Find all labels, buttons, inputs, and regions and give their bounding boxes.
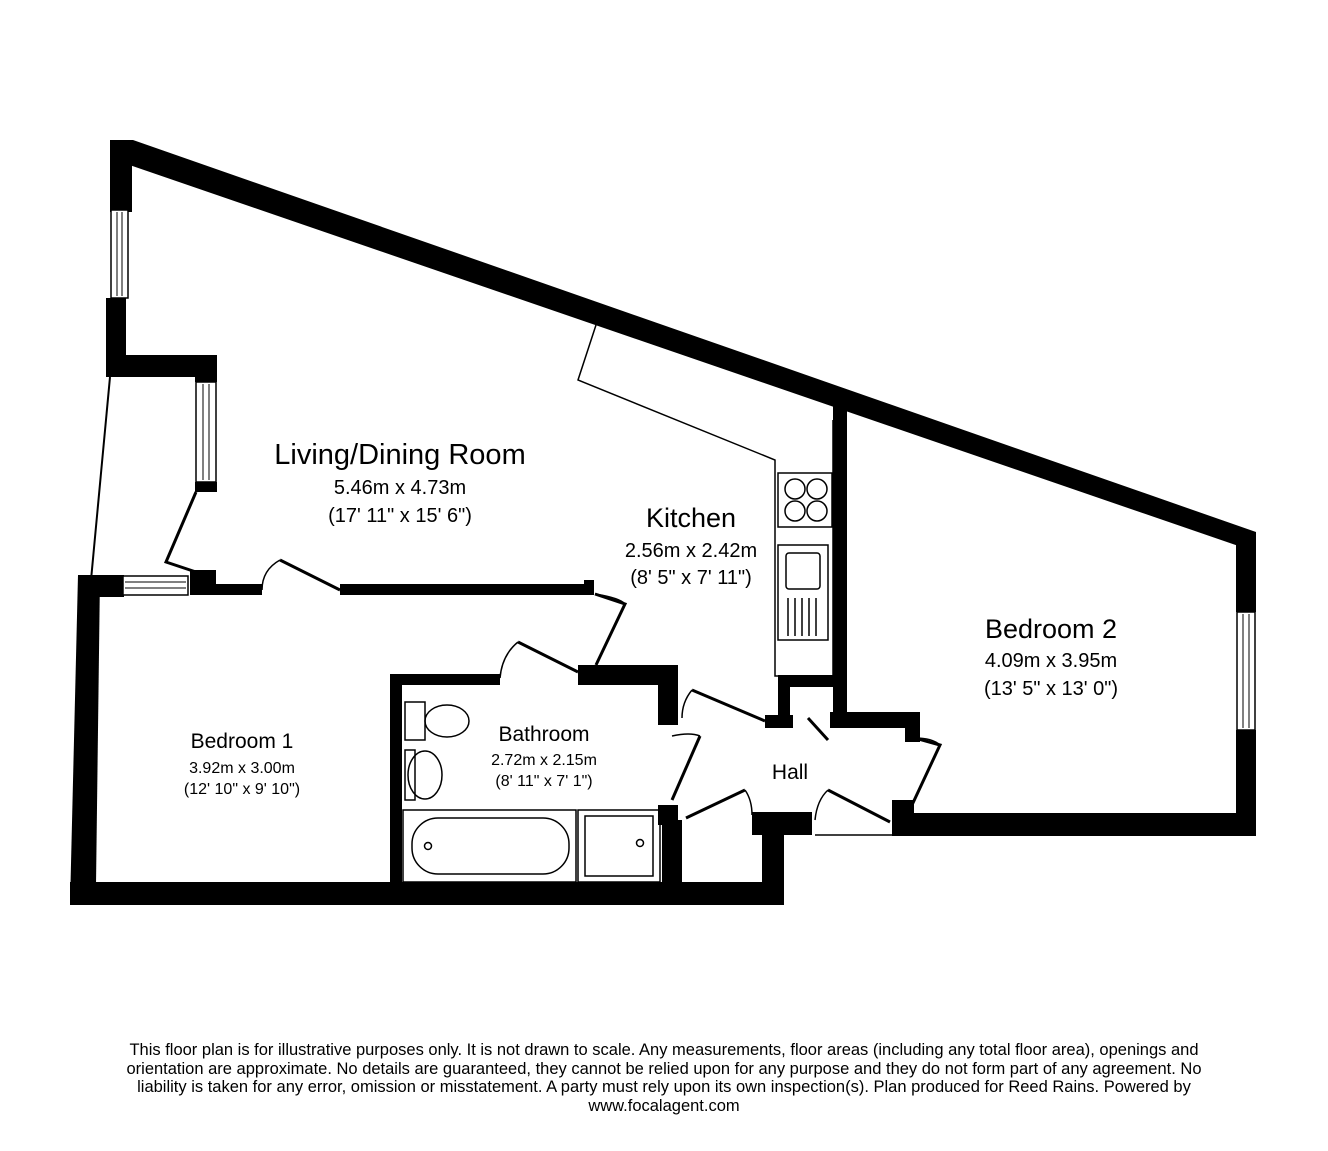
- door-hall-small: [808, 718, 828, 740]
- bay-wall-lower: [195, 482, 217, 492]
- bathroom-name: Bathroom: [498, 723, 590, 746]
- bath-inner: [412, 818, 569, 874]
- living-room-name: Living/Dining Room: [274, 439, 526, 471]
- hall-top-wall-c: [778, 675, 838, 687]
- bedroom2-dims-ft: (13' 5" x 13' 0"): [983, 678, 1119, 700]
- door-hall-bedroom2-a: [828, 790, 890, 822]
- kitchen-dims-ft: (8' 5" x 7' 11"): [630, 567, 752, 589]
- bathroom-top-b: [578, 665, 668, 685]
- left-wall-upper: [110, 140, 132, 212]
- door-bay: [166, 492, 196, 572]
- hob-ring-3: [785, 501, 805, 521]
- door-kitchen-hall: [692, 690, 765, 721]
- hob-ring-1: [785, 479, 805, 499]
- window-bay: [196, 382, 216, 482]
- disclaimer: [40, 1041, 1288, 1115]
- door-hall-bedroom2-b: [912, 738, 940, 805]
- bay-wall-side: [195, 355, 217, 382]
- window-left-top: [111, 210, 128, 298]
- bathroom-right-a: [658, 665, 678, 725]
- partition-a: [190, 584, 262, 595]
- drainer: [788, 598, 816, 636]
- bay-thin-line: [91, 377, 110, 580]
- bathroom-right-c: [662, 820, 682, 890]
- shower-tray: [578, 810, 660, 882]
- kitchen-bedroom2-wall: [833, 400, 847, 722]
- bathroom-dims-ft: (8' 11" x 7' 1"): [495, 773, 593, 790]
- door-hall-bathroom: [672, 736, 700, 800]
- bedroom2-right-lower: [1236, 730, 1256, 836]
- bedroom2-right-upper: [1236, 532, 1256, 612]
- bedroom2-door-stub: [892, 800, 914, 836]
- living-room-dims-m: 5.46m x 4.73m: [333, 477, 467, 499]
- bedroom1-dims-m: 3.92m x 3.00m: [189, 760, 295, 777]
- bath-plug: [425, 843, 432, 850]
- disclaimer-line-2: orientation are approximate. No details are guaranteed, they cannot be relied upon for any purpose and they do not form part of any agreement. No: [126, 1059, 1202, 1078]
- sink-bowl: [786, 553, 820, 589]
- partition-b: [340, 584, 588, 595]
- bath: [403, 810, 576, 882]
- bathroom-left-wall: [390, 674, 402, 889]
- hall-name: Hall: [771, 761, 809, 784]
- kitchen-dims-m: 2.56m x 2.42m: [624, 540, 758, 562]
- bedroom1-name: Bedroom 1: [190, 730, 294, 753]
- disclaimer-line-4: www.focalagent.com: [588, 1096, 740, 1115]
- bedroom1-top-left: [78, 575, 124, 597]
- window-bedroom1: [123, 576, 188, 595]
- bedroom2-name: Bedroom 2: [984, 614, 1118, 644]
- bathroom-top-a: [390, 674, 500, 685]
- bathroom-dims-m: 2.72m x 2.15m: [491, 752, 597, 769]
- window-bedroom2: [1237, 612, 1255, 730]
- living-room-dims-ft: (17' 11" x 15' 6"): [328, 505, 472, 527]
- toilet-cistern: [405, 702, 425, 740]
- bedroom2-dims-m: 4.09m x 3.95m: [984, 650, 1118, 672]
- disclaimer-line-3: liability is taken for any error, omission or misstatement. A party must rely upon its own inspection(s). Plan produced for Reed Rains. Powered by: [137, 1078, 1191, 1096]
- disclaimer-line-1: This floor plan is for illustrative purposes only. It is not drawn to scale. Any measurements, floor areas (including any total floor area), openings and: [129, 1041, 1199, 1059]
- partition-c: [584, 580, 594, 595]
- top-diagonal-wall: [110, 140, 1256, 552]
- room-labels: [184, 439, 1118, 798]
- toilet-bowl: [425, 705, 469, 737]
- bedroom1-dims-ft: (12' 10" x 9' 10"): [183, 781, 301, 798]
- hall-bottom-stub: [762, 812, 784, 905]
- bedroom2-bottom-wall: [892, 813, 1256, 836]
- shower-drain: [637, 840, 644, 847]
- kitchen-name: Kitchen: [645, 503, 737, 533]
- door-front: [686, 790, 745, 818]
- hob-ring-4: [807, 501, 827, 521]
- bedroom1-left-wall: [70, 575, 100, 905]
- hob-ring-2: [807, 479, 827, 499]
- left-wall-mid: [106, 298, 126, 360]
- door-bathroom: [518, 642, 578, 672]
- door-bedroom1: [280, 560, 340, 590]
- door-living-hall: [595, 594, 625, 665]
- basin: [408, 751, 442, 799]
